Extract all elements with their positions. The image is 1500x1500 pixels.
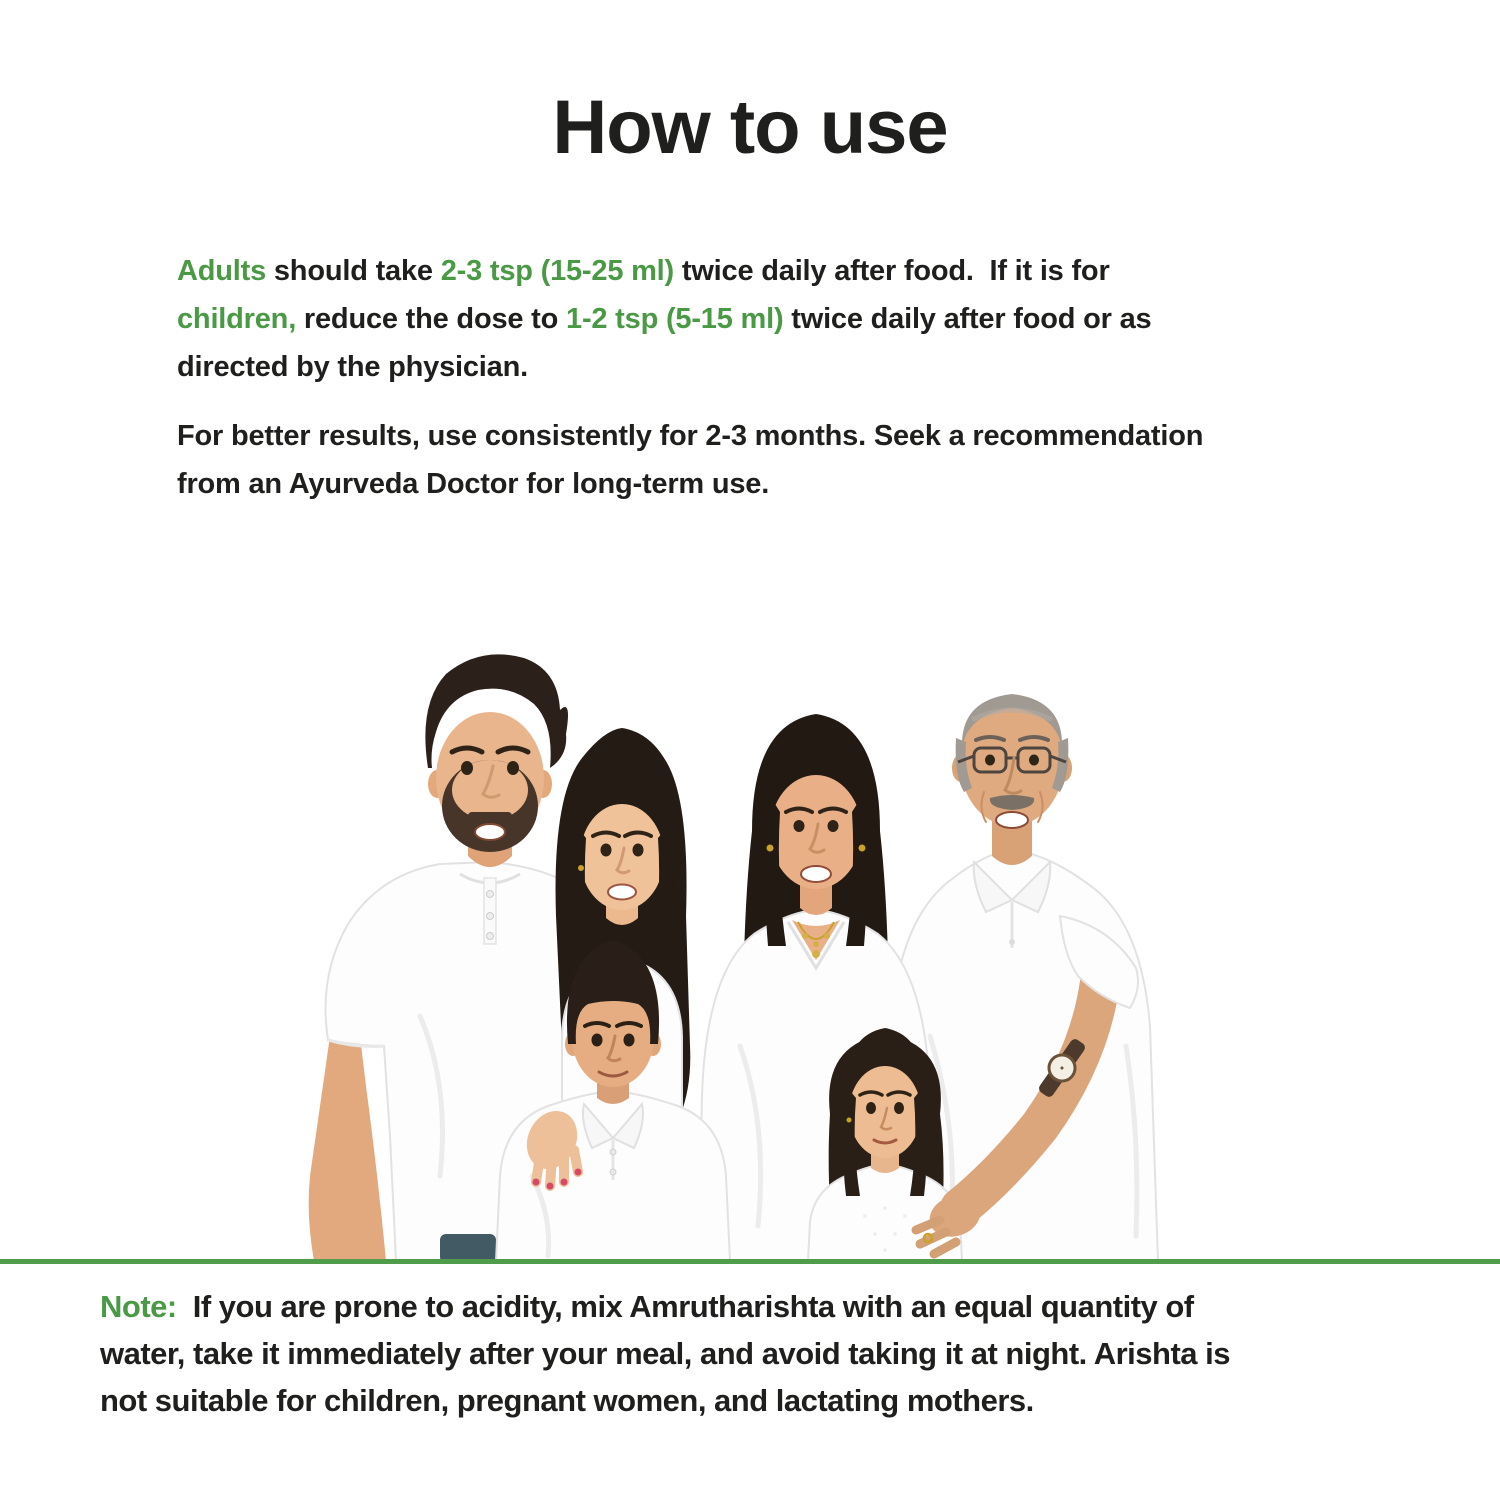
note-label: Note:: [100, 1289, 177, 1324]
family-photo: [300, 616, 1200, 1263]
dosage-text: reduce the dose to: [296, 303, 567, 335]
note-text: not suitable for children, pregnant women, and lactating mothers.: [100, 1383, 1034, 1418]
note-paragraph: [100, 1283, 1470, 1424]
earring: [847, 1118, 852, 1123]
dosage-children-highlight: children,: [177, 303, 297, 335]
earring: [767, 845, 774, 852]
page-title: How to use: [552, 85, 948, 170]
dosage-child-dose-highlight: 1-2 tsp (5-15 ml): [566, 303, 784, 335]
earring: [859, 845, 866, 852]
results-text: from an Ayurveda Doctor for long-term use.: [177, 468, 770, 500]
results-paragraph: [177, 412, 1467, 508]
note-text: If you are prone to acidity, mix Amrutharishta with an equal quantity of: [192, 1289, 1194, 1324]
dosage-text: twice daily after food. If it is for: [674, 255, 1110, 287]
family-photo-illustration: [300, 616, 1200, 1263]
dosage-paragraph: [177, 247, 1467, 391]
results-text: For better results, use consistently for 2-3 months. Seek a recommendation: [177, 420, 1204, 452]
note-text: water, take it immediately after your meal, and avoid taking it at night. Arishta is: [100, 1336, 1231, 1371]
dosage-text: twice daily after food or as: [783, 303, 1152, 335]
dosage-adults-highlight: Adults: [177, 255, 267, 287]
dosage-text: should take: [266, 255, 441, 287]
earring: [578, 865, 584, 871]
dosage-text: directed by the physician.: [177, 351, 528, 383]
dosage-adult-dose-highlight: 2-3 tsp (15-25 ml): [440, 255, 675, 287]
green-divider-line: [0, 1259, 1500, 1264]
